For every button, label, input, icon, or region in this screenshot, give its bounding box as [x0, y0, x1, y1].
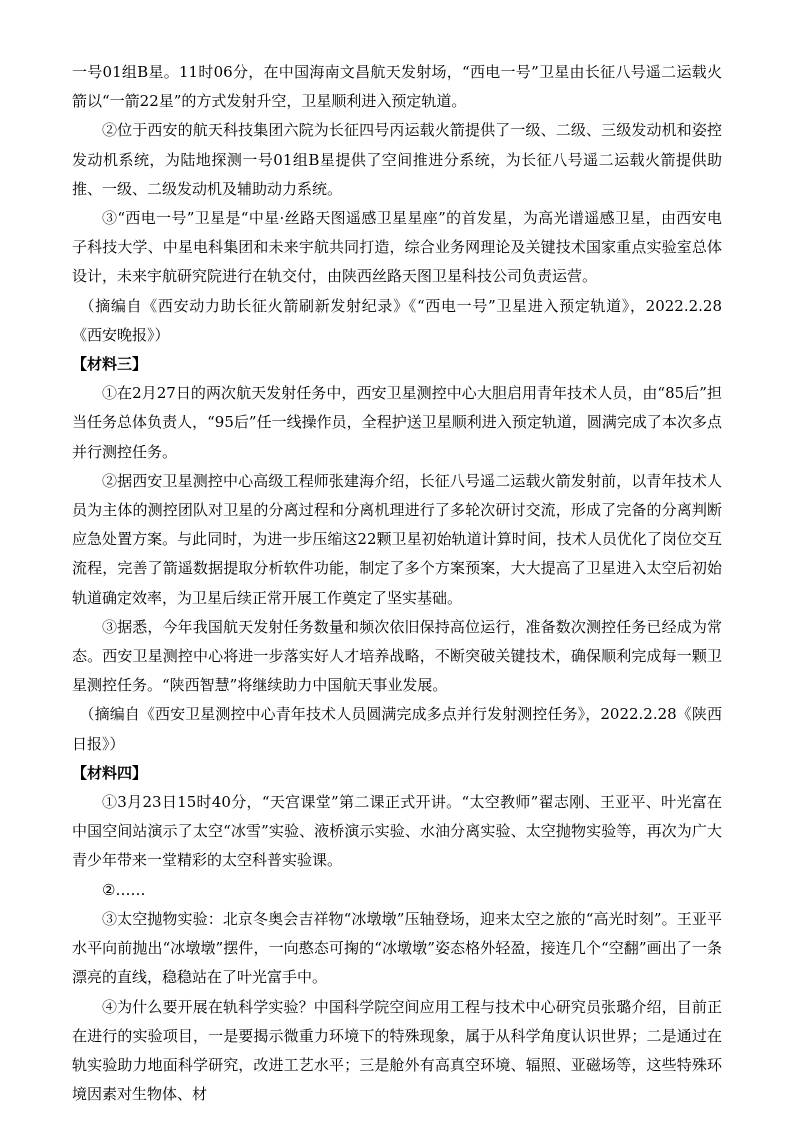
material-two-source: （摘编自《西安动力助长征火箭刷新发射纪录》《“西电一号”卫星进入预定轨道》，2022.2.28《西安晚报》）	[72, 296, 722, 344]
material-three-source: （摘编自《西安卫星测控中心青年技术人员圆满完成多点并行发射测控任务》，2022.2.28《陕西日报》）	[72, 705, 722, 753]
material-two-para-1-cont: 一号01组B星。11时06分，在中国海南文昌航天发射场，“西电一号”卫星由长征八号遥二运载火箭以“一箭22星”的方式发射升空，卫星顺利进入预定轨道。	[72, 63, 722, 111]
material-three-para-2: ②据西安卫星测控中心高级工程师张建海介绍，长征八号遥二运载火箭发射前，以青年技术人员为主体的测控团队对卫星的分离过程和分离机理进行了多轮次研讨交流，形成了完备的分离判断应急处置方案。与此同时，为进一步压缩这22颗卫星初始轨道计算时间，技术人员优化了岗位交互流程，完善了箭遥数据提取分析软件功能，制定了多个方案预案，大大提高了卫星进入太空后初始轨道确定效率，为卫星后续正常开展工作奠定了坚实基础。	[72, 471, 722, 607]
material-four-para-4: ④为什么要开展在轨科学实验？中国科学院空间应用工程与技术中心研究员张璐介绍，目前正在进行的实验项目，一是要揭示微重力环境下的特殊现象，属于从科学角度认识世界；二是通过在轨实验助力地面科学研究，改进工艺水平；三是舱外有高真空环境、辐照、亚磁场等，这些特殊环境因素对生物体、材	[72, 997, 722, 1104]
material-two-para-3: ③“西电一号”卫星是“中星·丝路天图遥感卫星星座”的首发星，为高光谱遥感卫星，由西安电子科技大学、中星电科集团和未来宇航共同打造，综合业务网理论及关键技术国家重点实验室总体设计，未来宇航研究院进行在轨交付，由陕西丝路天图卫星科技公司负责运营。	[72, 209, 722, 286]
material-four-para-1: ①3月23日15时40分，“天宫课堂”第二课正式开讲。“太空教师”翟志刚、王亚平、叶光富在中国空间站演示了太空“冰雪”实验、液桥演示实验、水油分离实验、太空抛物实验等，再次为广大青少年带来一堂精彩的太空科普实验课。	[72, 793, 722, 870]
material-four-heading: 【材料四】	[72, 763, 148, 782]
material-three-para-1: ①在2月27日的两次航天发射任务中，西安卫星测控中心大胆启用青年技术人员，由“85后”担当任务总体负责人，“95后”任一线操作员，全程护送卫星顺利进入预定轨道，圆满完成了本次多点并行测控任务。	[72, 384, 722, 461]
material-four-para-3: ③太空抛物实验：北京冬奥会吉祥物“冰墩墩”压轴登场，迎来太空之旅的“高光时刻”。王亚平水平向前抛出“冰墩墩”摆件，一向憨态可掬的“冰墩墩”姿态格外轻盈，接连几个“空翻”画出了一条漂亮的直线，稳稳站在了叶光富手中。	[72, 909, 722, 987]
material-four-para-2: ②……	[102, 880, 146, 899]
material-three-heading: 【材料三】	[72, 355, 148, 374]
material-three-para-3: ③据悉，今年我国航天发射任务数量和频次依旧保持高位运行，准备数次测控任务已经成为常态。西安卫星测控中心将进一步落实好人才培养战略，不断突破关键技术，确保顺利完成每一颗卫星测控任务。“陕西智慧”将继续助力中国航天事业发展。	[72, 617, 722, 695]
material-two-para-2: ②位于西安的航天科技集团六院为长征四号丙运载火箭提供了一级、二级、三级发动机和姿控发动机系统，为陆地探测一号01组B星提供了空间推进分系统，为长征八号遥二运载火箭提供助推、一级、二级发动机及辅助动力系统。	[72, 121, 722, 198]
document-page	[72, 58, 722, 1109]
